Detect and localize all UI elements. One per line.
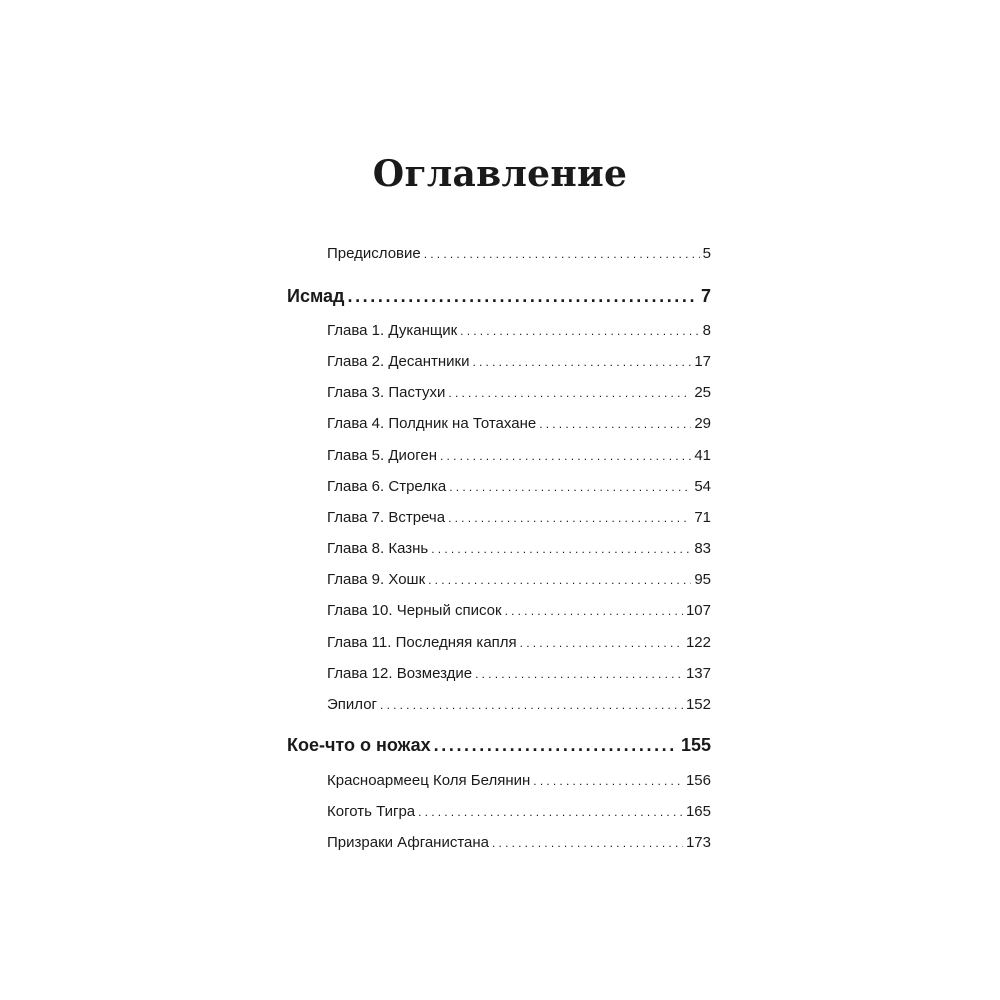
toc-entry-page: 107 — [685, 602, 711, 619]
toc-entry-page: 173 — [685, 834, 711, 851]
toc-entry-label: Глава 10. Черный список — [327, 602, 502, 619]
toc-entry-page: 29 — [694, 415, 711, 432]
dot-leader — [428, 573, 691, 587]
toc-entry-label: Коготь Тигра — [327, 803, 416, 820]
toc-entry-tiger-claw[interactable] — [327, 803, 711, 820]
toc-entry-label: Глава 4. Полдник на Тотахане — [327, 415, 537, 432]
toc-entry-page: 83 — [694, 540, 711, 557]
toc-section-label: Кое-что о ножах — [287, 735, 431, 755]
toc-entry-chapter-11[interactable] — [327, 634, 711, 651]
dot-leader — [475, 667, 683, 681]
toc-entry-page: 165 — [685, 803, 711, 820]
toc-entry-label: Глава 12. Возмездие — [327, 665, 473, 682]
toc-section-page: 155 — [680, 735, 711, 755]
toc-entry-chapter-2[interactable] — [327, 353, 711, 370]
toc-entry-label: Глава 1. Дуканщик — [327, 322, 458, 339]
toc-entry-label: Глава 11. Последняя капля — [327, 634, 517, 651]
toc-entry-label: Глава 9. Хошк — [327, 571, 426, 588]
toc-section-knives[interactable] — [287, 735, 711, 756]
dot-leader — [472, 355, 691, 369]
dot-leader — [448, 386, 691, 400]
toc-entry-preface[interactable] — [327, 245, 711, 262]
dot-leader — [505, 604, 683, 618]
toc-entry-label: Призраки Афганистана — [327, 834, 490, 851]
toc-entry-page: 25 — [694, 384, 711, 401]
dot-leader — [431, 542, 691, 556]
toc-entry-chapter-9[interactable] — [327, 571, 711, 588]
toc-entry-label: Глава 6. Стрелка — [327, 478, 447, 495]
toc-entry-page: 41 — [694, 447, 711, 464]
toc-entry-label: Глава 7. Встреча — [327, 509, 446, 526]
toc-entry-page: 122 — [685, 634, 711, 651]
toc-section-ismad[interactable] — [287, 286, 711, 307]
toc-entry-page: 8 — [702, 322, 711, 339]
toc-entry-page: 71 — [694, 509, 711, 526]
toc-entry-epilogue[interactable] — [327, 696, 711, 713]
toc-entry-label: Красноармеец Коля Белянин — [327, 772, 531, 789]
toc-entry-chapter-3[interactable] — [327, 384, 711, 401]
toc-entry-label: Глава 8. Казнь — [327, 540, 429, 557]
dot-leader — [448, 511, 691, 525]
toc-section-page: 7 — [700, 286, 711, 306]
toc-entry-page: 137 — [685, 665, 711, 682]
dot-leader — [492, 836, 683, 850]
dot-leader — [440, 449, 691, 463]
toc-section-label: Исмад — [287, 286, 345, 306]
toc-entry-chapter-4[interactable] — [327, 415, 711, 432]
dot-leader — [539, 417, 691, 431]
toc-entry-label: Глава 3. Пастухи — [327, 384, 446, 401]
toc-entry-chapter-8[interactable] — [327, 540, 711, 557]
dot-leader — [520, 636, 683, 650]
dot-leader — [460, 324, 700, 338]
toc-entry-label: Глава 5. Диоген — [327, 447, 438, 464]
dot-leader — [418, 805, 683, 819]
toc-entry-chapter-6[interactable] — [327, 478, 711, 495]
toc-entry-page: 54 — [694, 478, 711, 495]
dot-leader — [424, 247, 700, 261]
toc-entry-page: 5 — [702, 245, 711, 262]
toc-entry-chapter-7[interactable] — [327, 509, 711, 526]
page-title: Оглавление — [372, 153, 628, 195]
dot-leader — [533, 774, 683, 788]
dot-leader — [380, 698, 683, 712]
toc-entry-belyanin[interactable] — [327, 772, 711, 789]
toc-entry-page: 156 — [685, 772, 711, 789]
dot-leader — [449, 480, 691, 494]
toc-entry-ghosts[interactable] — [327, 834, 711, 851]
toc-entry-page: 152 — [685, 696, 711, 713]
toc-entry-page: 17 — [694, 353, 711, 370]
toc-entry-label: Глава 2. Десантники — [327, 353, 470, 370]
dot-leader — [347, 286, 698, 307]
toc-entry-label: Предисловие — [327, 245, 421, 262]
toc-entry-chapter-10[interactable] — [327, 602, 711, 619]
toc-entry-page: 95 — [694, 571, 711, 588]
toc-entry-label: Эпилог — [327, 696, 378, 713]
toc-entry-chapter-12[interactable] — [327, 665, 711, 682]
toc-entry-chapter-5[interactable] — [327, 447, 711, 464]
toc-entry-chapter-1[interactable] — [327, 322, 711, 339]
dot-leader — [434, 735, 678, 756]
